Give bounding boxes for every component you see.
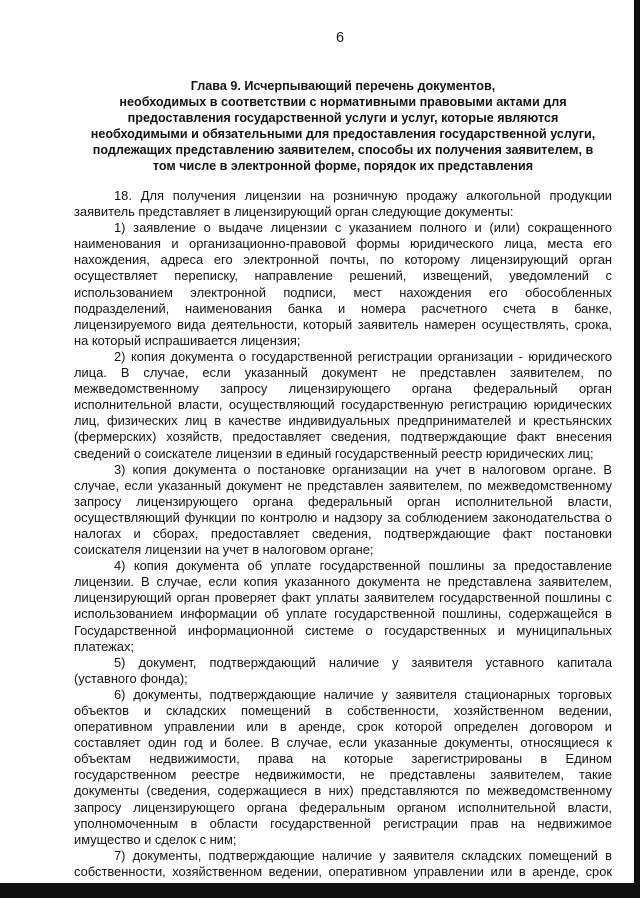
chapter-title-line: необходимыми и обязательными для предоставления государственной услуги, [90,127,596,141]
paragraph-line: заявитель представляет в лицензирующий орган следующие документы: [74,204,514,220]
paragraph-line: составляет один год и более. В случае, если указанные документы, относящиеся к [74,735,612,751]
paragraph-line: 3) копия документа о постановке организации на учет в налоговом органе. В [114,461,612,477]
paragraph-line: имущество и сделок с ним; [74,831,237,847]
paragraph [74,687,612,848]
paragraph-line: налогах и сборах, предоставляет сведения, подтверждающие факт постановки [74,525,612,541]
paragraph [74,558,612,655]
paragraph-line: Государственной информационной системе о государственных и муниципальных [74,622,612,638]
scan-edge-bottom [0,883,640,898]
paragraph-line: использованием электронной подписи, мест нахождения его обособленных [74,284,612,300]
paragraph-line: запросу лицензирующего органа федеральный орган исполнительной власти, [74,493,612,509]
paragraph-line: 1) заявление о выдаче лицензии с указанием полного и (или) сокращенного [114,220,612,236]
paragraph [74,655,612,687]
chapter-title-line: необходимых в соответствии с нормативными правовыми актами для [119,95,567,109]
paragraph-line: 5) документ, подтверждающий наличие у заявителя уставного капитала [114,654,612,670]
paragraph-line: межведомственному запросу лицензирующего органа федеральный орган [74,381,612,397]
paragraph-line: лицензирующий орган проверяет факт уплаты заявителем государственной пошлины с [74,590,612,606]
paragraph-line: лицензии. В случае, если копия указанного документа не представлена заявителем, [74,574,612,590]
paragraph-line: платежах; [74,638,134,654]
paragraph-line: (уставного фонда); [74,670,188,686]
paragraph-line: государственном реестре недвижимости, не представлены заявителем, такие [74,767,612,783]
paragraph-line: нахождения, адреса его электронной почты, по которому лицензирующий орган [74,252,612,268]
chapter-title [74,78,612,174]
paragraph-line: осуществляющий функции по контролю и надзору за соблюдением законодательства о [74,509,612,525]
paragraph-line: на который испрашивается лицензия; [74,332,301,348]
paragraph-line: лицензируемого вида деятельности, который заявитель намерен осуществлять, срока, [74,316,612,332]
scan-edge-right [634,0,640,898]
paragraph [74,462,612,559]
paragraph-line: 7) документы, подтверждающие наличие у заявителя складских помещений в [114,847,612,863]
paragraph [74,220,612,349]
paragraph-line: лица. В случае, если указанный документ не представлен заявителем, по [74,365,612,381]
paragraph-line: 18. Для получения лицензии на розничную продажу алкогольной продукции [114,188,612,203]
paragraph-line: случае, если указанный документ не представлен заявителем, по межведомственному [74,477,612,493]
paragraph-line: 6) документы, подтверждающие наличие у заявителя стационарных торговых [114,686,612,702]
paragraph-line: сведений о соискателе лицензии в единый государственный реестр юридических лиц; [74,445,594,461]
chapter-title-line: подлежащих представлению заявителем, способы их получения заявителем, в [92,143,594,157]
paragraph-line: соискателя лицензии на учет в налоговом органе; [74,542,374,558]
paragraph-line: 2) копия документа о государственной регистрации организации - юридического [114,348,612,364]
paragraph-line: 4) копия документа об уплате государственной пошлины за предоставление [114,558,612,574]
paragraph-line: подразделений, наименования банка и номера расчетного счета в банке, [74,300,612,316]
paragraph-line: объектам недвижимости, права на которые зарегистрированы в Едином [74,751,612,767]
chapter-title-line: предоставления государственной услуги и услуг, которые являются [127,111,559,125]
paragraph-line: использованием информации об уплате государственной пошлины, содержащейся в [74,606,612,622]
page-number: 6 [335,30,345,46]
paragraph-line: документы (сведения, содержащиеся в них) представляются по межведомственному [74,783,612,799]
paragraph-line: лиц, физических лиц в качестве индивидуальных предпринимателей и крестьянских [74,413,612,429]
body-text [74,188,612,880]
paragraph-line: наименования и организационно-правовой формы юридического лица, места его [74,236,612,252]
paragraph-line: осуществляет переписку, направление решений, извещений, уведомлений с [74,268,612,284]
paragraph-line: уполномоченным в области государственной регистрации прав на недвижимое [74,815,612,831]
paragraph [74,349,612,462]
paragraph-line: собственности, хозяйственном ведении, оперативном управлении или в аренде, срок [74,863,612,879]
chapter-title-line: Глава 9. Исчерпывающий перечень документов, [190,79,496,93]
paragraph [74,188,612,220]
paragraph-line: запросу лицензирующего органа федеральным органом исполнительной власти, [74,799,612,815]
chapter-title-line: том числе в электронной форме, порядок их представления [152,159,534,173]
paragraph-line: (фермерских) хозяйств, предоставляет сведения, подтверждающие факт внесения [74,429,612,445]
paragraph [74,848,612,880]
paragraph-line: исполнительной власти, осуществляющий государственную регистрацию юридических [74,397,612,413]
paragraph-line: объектов и складских помещений в собственности, хозяйственном ведении, [74,703,612,718]
paragraph-line: оперативном управлении или в аренде, срок которой определен договором и [74,719,612,735]
